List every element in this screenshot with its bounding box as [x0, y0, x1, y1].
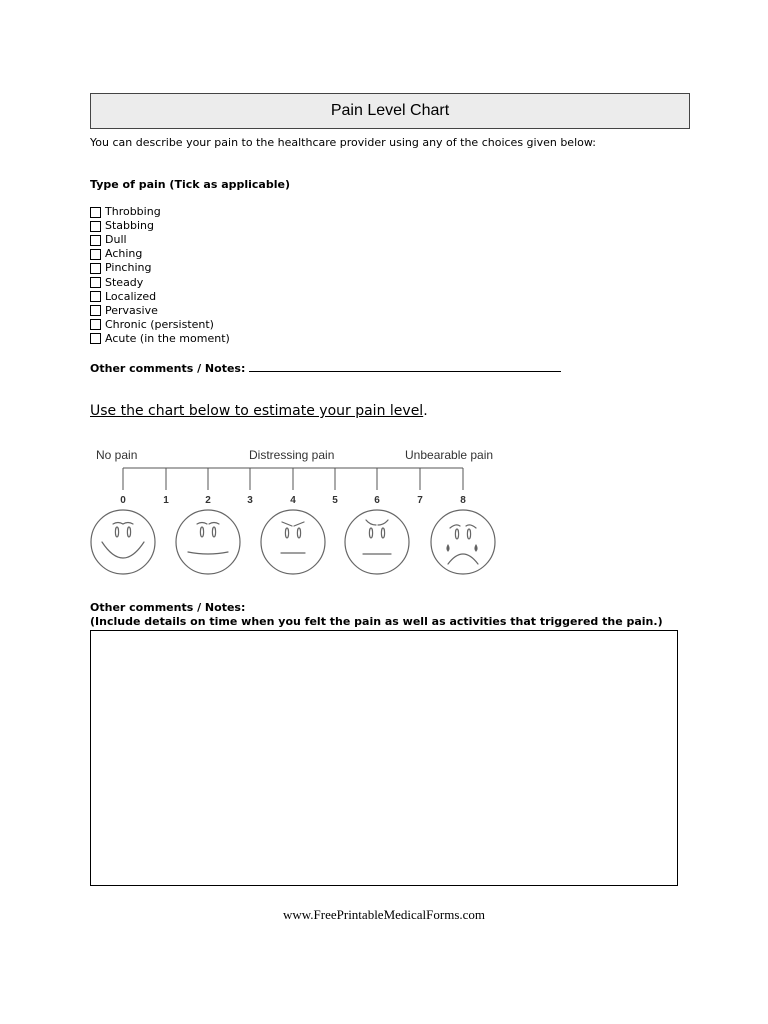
- pain-type-item: [90, 219, 230, 233]
- pain-type-item: [90, 304, 230, 318]
- pain-scale-heading-text: Use the chart below to estimate your pain level: [90, 403, 424, 419]
- scale-number: 6: [374, 495, 380, 506]
- pain-scale-heading: [90, 403, 428, 419]
- pain-type-checkbox[interactable]: [90, 291, 101, 302]
- scale-label-unbearable-pain: Unbearable pain: [405, 448, 494, 462]
- pain-type-label: Steady: [105, 275, 144, 289]
- notes-label: Other comments / Notes:: [90, 601, 246, 614]
- notes-heading: [90, 601, 663, 629]
- scale-number: 3: [247, 495, 253, 506]
- pain-type-checkbox[interactable]: [90, 235, 101, 246]
- scale-number: 4: [290, 495, 296, 506]
- scale-number: 0: [120, 495, 126, 506]
- notes-hint: (Include details on time when you felt the pain as well as activities that triggered the pain.): [90, 615, 663, 628]
- pain-type-label: Throbbing: [105, 205, 161, 219]
- pain-type-checkbox[interactable]: [90, 249, 101, 260]
- pain-type-item: [90, 290, 230, 304]
- pain-type-item: [90, 318, 230, 332]
- face-smiling-icon: [176, 510, 240, 574]
- pain-type-checkbox[interactable]: [90, 333, 101, 344]
- pain-type-item: [90, 332, 230, 346]
- notes-textarea[interactable]: [90, 630, 678, 886]
- scale-number: 1: [163, 495, 169, 506]
- pain-type-label: Pinching: [105, 261, 152, 275]
- page-title-text: Pain Level Chart: [330, 102, 450, 119]
- face-neutral-icon: [261, 510, 325, 574]
- pain-type-item: [90, 247, 230, 261]
- pain-type-item: [90, 233, 230, 247]
- pain-type-item: [90, 261, 230, 275]
- other-comments-label: Other comments / Notes:: [90, 362, 246, 375]
- other-comments-blank[interactable]: [249, 361, 561, 372]
- pain-type-checkbox[interactable]: [90, 305, 101, 316]
- scale-number: 5: [332, 495, 338, 506]
- pain-type-label: Localized: [105, 289, 157, 303]
- scale-label-no-pain: No pain: [96, 448, 138, 462]
- pain-type-checkbox[interactable]: [90, 221, 101, 232]
- face-frowning-icon: [345, 510, 409, 574]
- pain-type-label: Aching: [105, 247, 143, 261]
- face-happy-icon: [91, 510, 155, 574]
- other-comments-line: [90, 361, 561, 375]
- scale-label-distressing-pain: Distressing pain: [249, 448, 335, 462]
- pain-type-checkbox[interactable]: [90, 277, 101, 288]
- pain-type-checkbox[interactable]: [90, 319, 101, 330]
- pain-type-label: Dull: [105, 233, 127, 247]
- scale-number: 8: [460, 495, 466, 506]
- pain-type-item: [90, 205, 230, 219]
- intro-text: You can describe your pain to the healthcare provider using any of the choices given below:: [90, 136, 596, 149]
- footer-url: www.FreePrintableMedicalForms.com: [282, 907, 486, 922]
- pain-type-checkbox[interactable]: [90, 263, 101, 274]
- scale-number: 2: [205, 495, 211, 506]
- pain-type-label: Chronic (persistent): [105, 317, 214, 331]
- pain-type-heading: Type of pain (Tick as applicable): [90, 178, 290, 191]
- pain-type-label: Pervasive: [105, 303, 158, 317]
- page-title: [90, 93, 690, 129]
- pain-type-label: Stabbing: [105, 219, 155, 233]
- pain-type-list: [90, 205, 230, 346]
- face-crying-icon: [431, 510, 495, 574]
- pain-scale-chart: [84, 440, 504, 580]
- scale-numbers: [120, 495, 466, 506]
- pain-scale-heading-punct: .: [423, 403, 428, 419]
- pain-type-checkbox[interactable]: [90, 207, 101, 218]
- pain-type-label: Acute (in the moment): [105, 331, 230, 345]
- pain-type-item: [90, 275, 230, 289]
- scale-number: 7: [417, 495, 423, 506]
- pain-scale-bracket: [123, 468, 463, 490]
